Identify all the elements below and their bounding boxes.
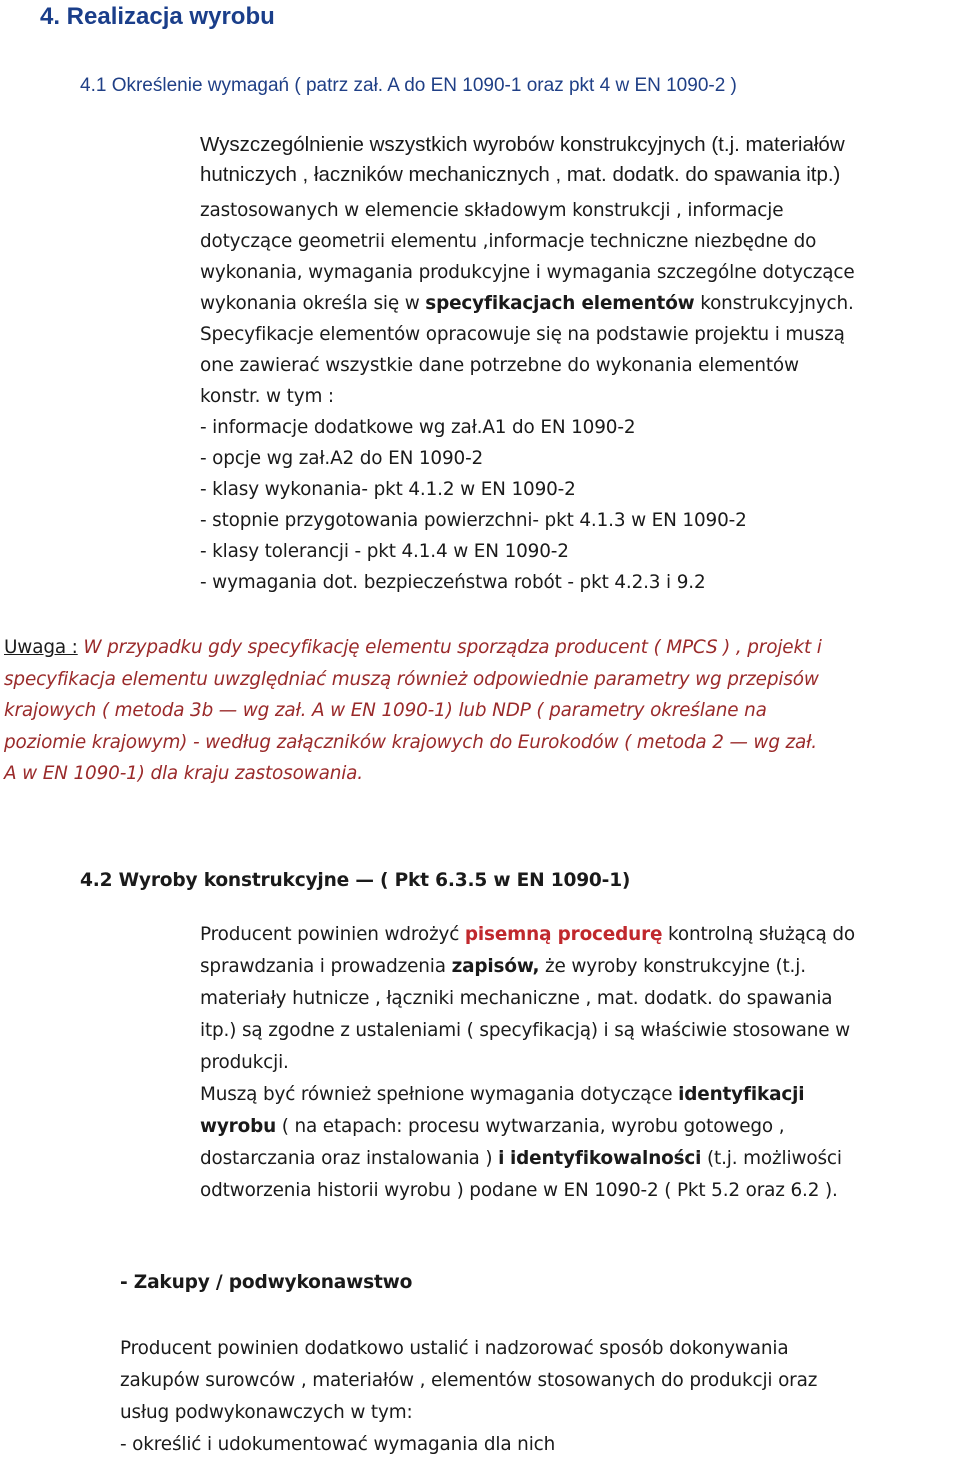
body-line: produkcji.	[200, 1052, 289, 1073]
text-run: konstrukcyjnych.	[694, 293, 854, 314]
text-run: Producent powinien wdrożyć	[200, 924, 465, 945]
list-item: - opcje wg zał.A2 do EN 1090-2	[200, 448, 484, 469]
body-line: zastosowanych w elemencie składowym konstrukcji , informacje	[200, 200, 784, 221]
section-4-1-heading: 4.1 Określenie wymagań ( patrz zał. A do EN 1090-1 oraz pkt 4 w EN 1090-2 )	[80, 75, 737, 96]
section-4-title: 4. Realizacja wyrobu	[40, 3, 275, 30]
text-run: (t.j. możliwości	[701, 1148, 842, 1169]
bold-term: identyfikowalności	[509, 1148, 702, 1169]
text-run: ( na etapach: procesu wytwarzania, wyrobu gotowego ,	[276, 1116, 785, 1137]
list-item: - stopnie przygotowania powierzchni- pkt 4.1.3 w EN 1090-2	[200, 510, 747, 531]
zakupy-heading: - Zakupy / podwykonawstwo	[120, 1272, 413, 1293]
bold-term: i	[498, 1148, 505, 1169]
bold-term: identyfikacji	[678, 1084, 805, 1105]
bold-term: wyrobu	[200, 1116, 277, 1137]
body-line: one zawierać wszystkie dane potrzebne do wykonania elementów	[200, 355, 799, 376]
body-line: wykonania, wymagania produkcyjne i wymagania szczególne dotyczące	[200, 262, 855, 283]
section-4-2-body	[200, 919, 855, 1207]
list-item: - klasy tolerancji - pkt 4.1.4 w EN 1090-2	[200, 541, 569, 562]
section-4-2-heading: 4.2 Wyroby konstrukcyjne — ( Pkt 6.3.5 w EN 1090-1)	[80, 870, 631, 891]
note-block	[4, 632, 822, 790]
body-line-specyfikacje	[200, 288, 855, 319]
highlight-term: pisemną procedurę	[464, 924, 663, 945]
section-4-1-intro	[200, 130, 845, 190]
body-line: itp.) są zgodne z ustaleniami ( specyfikacją) i są właściwie stosowane w	[200, 1020, 850, 1041]
text-run: wykonania określa się w	[200, 293, 426, 314]
body-line: konstr. w tym :	[200, 386, 334, 407]
note-line: krajowych ( metoda 3b — wg zał. A w EN 1090-1) lub NDP ( parametry określane na	[4, 700, 767, 721]
body-line: dotyczące geometrii elementu ,informacje techniczne niezbędne do	[200, 231, 817, 252]
body-line	[200, 1079, 855, 1111]
body-line	[200, 1143, 855, 1175]
body-line: odtworzenia historii wyrobu ) podane w EN 1090-2 ( Pkt 5.2 oraz 6.2 ).	[200, 1180, 838, 1201]
bold-term: specyfikacjach elementów	[425, 293, 695, 314]
list-item: - informacje dodatkowe wg zał.A1 do EN 1090-2	[200, 417, 636, 438]
body-line: zakupów surowców , materiałów , elementów stosowanych do produkcji oraz	[120, 1370, 818, 1391]
intro-line: hutniczych , łaczników mechanicznych , mat. dodatk. do spawania itp.)	[200, 163, 841, 186]
body-line	[200, 1111, 855, 1143]
note-text: W przypadku gdy specyfikację elementu sporządza producent ( MPCS ) , projekt i	[77, 637, 822, 658]
bold-term: zapisów,	[451, 956, 540, 977]
body-line: usług podwykonawczych w tym:	[120, 1402, 413, 1423]
text-run: Muszą być również spełnione wymagania dotyczące	[200, 1084, 679, 1105]
note-line	[4, 632, 822, 664]
section-4-1-body	[200, 195, 855, 598]
note-line: A w EN 1090-1) dla kraju zastosowania.	[4, 763, 363, 784]
note-label: Uwaga :	[4, 637, 78, 658]
list-item: - wymagania dot. bezpieczeństwa robót - pkt 4.2.3 i 9.2	[200, 572, 706, 593]
text-run: dostarczania oraz instalowania )	[200, 1148, 499, 1169]
body-line	[200, 919, 855, 951]
note-line: specyfikacja elementu uwzględniać muszą również odpowiednie parametry wg przepisów	[4, 668, 819, 690]
note-line: poziomie krajowym) - według załączników krajowych do Eurokodów ( metoda 2 — wg zał.	[4, 731, 817, 753]
list-item: - klasy wykonania- pkt 4.1.2 w EN 1090-2	[200, 479, 576, 500]
body-line: - określić i udokumentować wymagania dla nich	[120, 1434, 556, 1455]
text-run: że wyroby konstrukcyjne (t.j.	[539, 956, 806, 977]
body-line: materiały hutnicze , łączniki mechaniczne , mat. dodatk. do spawania	[200, 988, 833, 1009]
text-run: sprawdzania i prowadzenia	[200, 956, 452, 977]
intro-line: Wyszczególnienie wszystkich wyrobów konstrukcyjnych (t.j. materiałów	[200, 133, 845, 156]
body-line: Specyfikacje elementów opracowuje się na podstawie projektu i muszą	[200, 324, 845, 345]
body-line: Producent powinien dodatkowo ustalić i nadzorować sposób dokonywania	[120, 1338, 789, 1359]
body-line	[200, 951, 855, 983]
zakupy-body	[120, 1333, 817, 1461]
text-run: kontrolną służącą do	[662, 924, 855, 945]
